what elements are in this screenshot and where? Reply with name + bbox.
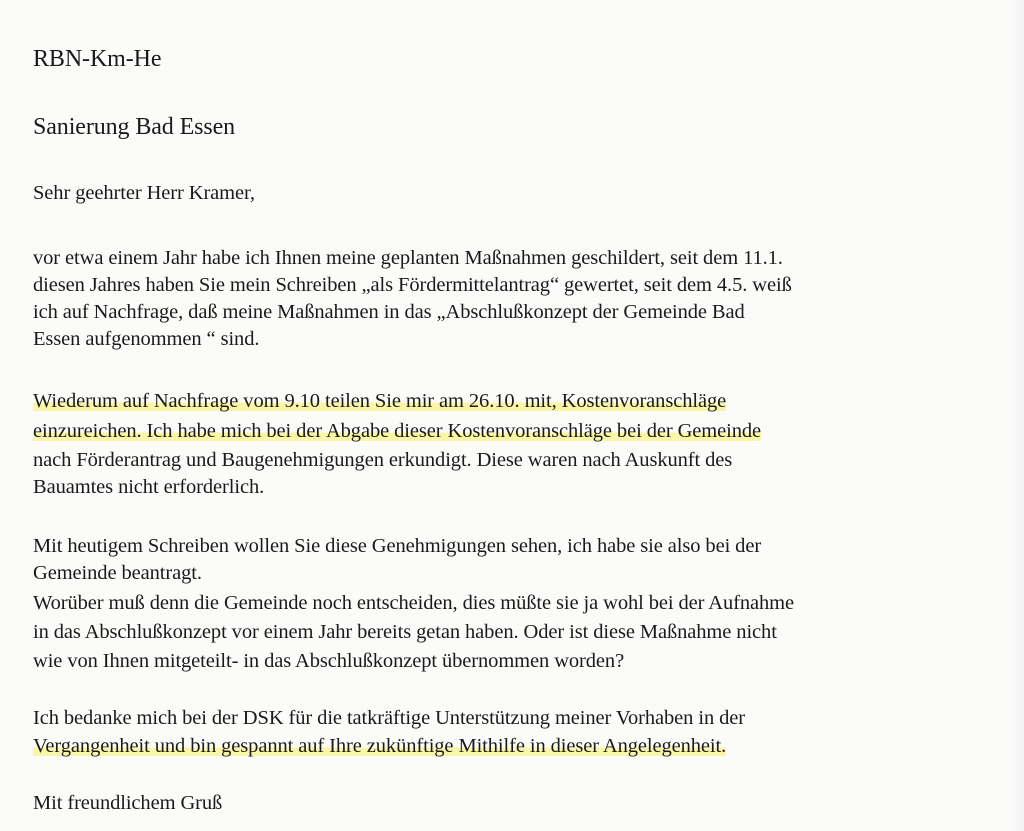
paragraph-2-line-1: Wiederum auf Nachfrage vom 9.10 teilen Sie mir am 26.10. mit, Kostenvoranschläge — [33, 390, 727, 412]
paragraph-4-line-2: Vergangenheit und bin gespannt auf Ihre zukünftige Mithilfe in dieser Angelegenheit. — [33, 735, 727, 757]
reference-code: RBN-Km-He — [33, 46, 162, 72]
paragraph-3-line-4: in das Abschlußkonzept vor einem Jahr bereits getan haben. Oder ist diese Maßnahme nicht — [33, 621, 777, 643]
letter-subject: Sanierung Bad Essen — [33, 114, 236, 140]
paragraph-3-line-3: Worüber muß denn die Gemeinde noch entscheiden, dies müßte sie ja wohl bei der Aufnahme — [33, 592, 795, 614]
paragraph-3-line-1: Mit heutigem Schreiben wollen Sie diese Genehmigungen sehen, ich habe sie also bei der — [33, 535, 762, 557]
paragraph-1-line-4: Essen aufgenommen “ sind. — [33, 328, 260, 350]
paragraph-2-line-4: Bauamtes nicht erforderlich. — [33, 476, 265, 498]
paragraph-2-line-3: nach Förderantrag und Baugenehmigungen erkundigt. Diese waren nach Auskunft des — [33, 449, 733, 471]
scan-edge-shadow — [1010, 0, 1024, 831]
closing: Mit freundlichem Gruß — [33, 792, 223, 814]
salutation: Sehr geehrter Herr Kramer, — [33, 182, 255, 204]
paragraph-3-line-2: Gemeinde beantragt. — [33, 562, 202, 584]
paragraph-3-line-5: wie von Ihnen mitgeteilt- in das Abschlußkonzept übernommen worden? — [33, 650, 625, 672]
paragraph-1-line-2: diesen Jahres haben Sie mein Schreiben „als Fördermittelantrag“ gewertet, seit dem 4.5. weiß — [33, 274, 792, 296]
paragraph-1-line-1: vor etwa einem Jahr habe ich Ihnen meine geplanten Maßnahmen geschildert, seit dem 11.1. — [33, 247, 783, 269]
paragraph-1-line-3: ich auf Nachfrage, daß meine Maßnahmen in das „Abschlußkonzept der Gemeinde Bad — [33, 301, 745, 323]
paragraph-2-line-2: einzureichen. Ich habe mich bei der Abgabe dieser Kostenvoranschläge bei der Gemeinde — [33, 420, 762, 442]
paragraph-4-line-1: Ich bedanke mich bei der DSK für die tatkräftige Unterstützung meiner Vorhaben in der — [33, 707, 745, 729]
